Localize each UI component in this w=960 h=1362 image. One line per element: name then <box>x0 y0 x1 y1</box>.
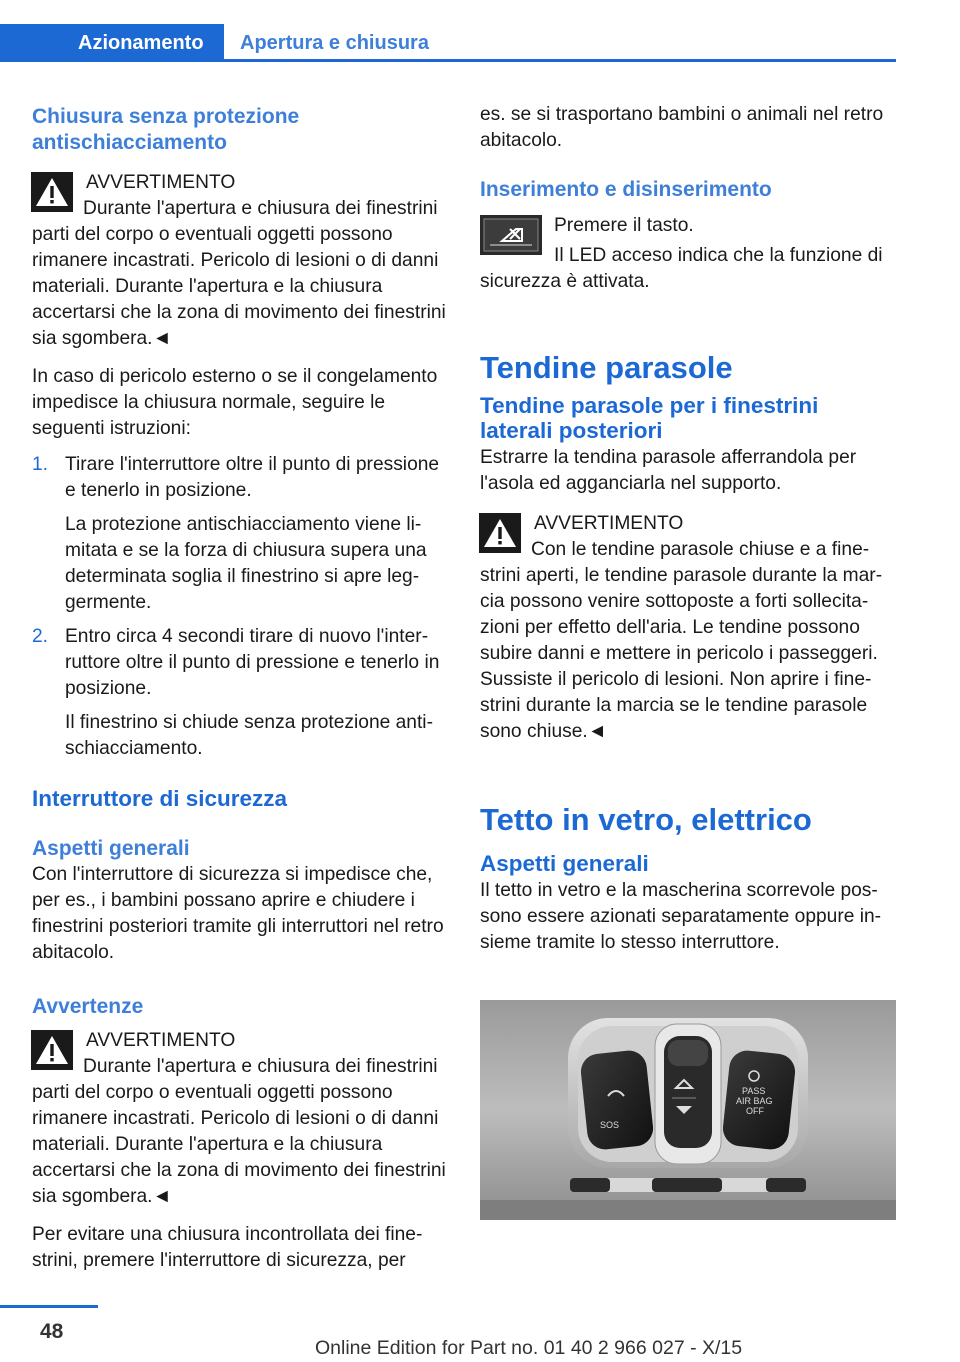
right-column <box>480 100 896 956</box>
warning-text: Durante l'apertura e chiusura dei finestrini parti del corpo o eventuali oggetti possono rimanere incastrati. Pericolo di lesioni o di danni materiali. Durante l'apertura e la chiusura accertarsi che la zona di movimento dei finestrini sia sgombera.◄ <box>32 1056 446 1207</box>
warning-block-2 <box>32 1028 448 1210</box>
step-note: La protezione antischiacciamento viene limitata e se la forza di chiusura supera una determinata soglia il finestrino si apre leggermente. <box>65 514 427 613</box>
step-text: Entro circa 4 secondi tirare di nuovo l'interruttore oltre il punto di pressione e tenerlo in posizione. <box>65 626 440 699</box>
emergency-intro: In caso di pericolo esterno o se il congelamento impedisce la chiusura normale, seguire le seguenti istruzioni: <box>32 366 438 439</box>
tetto-text: Il tetto in vetro e la mascherina scorrevole possono essere azionati separatamente oppure insieme tramite lo stesso interruttore. <box>480 880 882 953</box>
heading-aspetti-generali-tetto: Aspetti generali <box>480 851 649 876</box>
page-header <box>0 24 896 62</box>
estrarre-text: Estrarre la tendina parasole afferrandola per l'asola ed agganciarla nel supporto. <box>480 447 857 494</box>
off-label: OFF <box>746 1106 764 1116</box>
header-rule <box>224 59 896 62</box>
heading-avvertenze: Avvertenze <box>32 995 144 1018</box>
heading-tetto-vetro: Tetto in vetro, elettrico <box>480 802 812 837</box>
warning-text: Con le tendine parasole chiuse e a finestrini aperti, le tendine parasole durante la marcia possono venire sottoposte a forti sollecitazioni per effetto dell'aria. Le tendine possono subire danni e mettere in pericolo i passeggeri. Sussiste il pericolo di lesioni. Non aprire i finestrini durante la marcia se le tendine parasole sono chiuse.◄ <box>480 539 883 742</box>
heading-inserimento: Inserimento e disinserimento <box>480 178 772 201</box>
warning-block-1 <box>32 170 448 352</box>
warning-text: Durante l'apertura e chiusura dei finestrini parti del corpo o eventuali oggetti possono rimanere incastrati. Pericolo di lesioni o di danni materiali. Durante l'apertura e la chiusura accertarsi che la zona di movimento dei finestrini sia sgombera.◄ <box>32 198 446 349</box>
heading-tendine-laterali: Tendine parasole per i finestrini laterali posteriori <box>480 393 819 443</box>
per-evitare-text: Per evitare una chiusura incontrollata dei finestrini, premere l'interruttore di sicurezza, per <box>32 1224 423 1271</box>
sos-label: SOS <box>600 1120 620 1130</box>
step-2 <box>32 624 448 762</box>
continued-text: es. se si trasportano bambini o animali nel retro abitacolo. <box>480 104 884 151</box>
warning-title: AVVERTIMENTO <box>86 172 236 193</box>
heading-aspetti-generali: Aspetti generali <box>32 837 190 860</box>
footer-rule <box>0 1305 98 1308</box>
left-column <box>32 100 448 1274</box>
step-number: 2. <box>32 626 49 647</box>
page-number: 48 <box>40 1320 64 1343</box>
led-text: Il LED acceso indica che la funzione di sicurezza è attivata. <box>480 245 883 292</box>
step-note: Il finestrino si chiude senza protezione antischiacciamento. <box>65 712 433 759</box>
heading-tendine-parasole: Tendine parasole <box>480 350 733 385</box>
chapter-tab: Apertura e chiusura <box>240 32 429 54</box>
safety-switch-button-icon <box>480 215 542 255</box>
warning-triangle-icon <box>31 172 73 212</box>
edition-note: Online Edition for Part no. 01 40 2 966 027 - X/15 <box>315 1337 743 1359</box>
heading-interruttore-sicurezza: Interruttore di sicurezza <box>32 786 288 811</box>
premere-text: Premere il tasto. <box>554 215 694 236</box>
button-instruction <box>480 213 896 295</box>
overhead-control-panel-photo <box>480 1000 896 1220</box>
warning-block-3 <box>480 511 896 745</box>
airbag-label: AIR BAG <box>736 1096 773 1106</box>
step-1 <box>32 452 448 616</box>
step-text: Tirare l'interruttore oltre il punto di pressione e tenerlo in posizione. <box>65 454 440 501</box>
pass-label: PASS <box>742 1086 766 1096</box>
heading-chiusura-senza-protezione: Chiusura senza protezione antischiacciamento <box>32 105 300 154</box>
warning-triangle-icon <box>31 1030 73 1070</box>
aspetti-text: Con l'interruttore di sicurezza si impedisce che, per es., i bambini possano aprire e chiudere i finestrini posteriori tramite gli interruttori nel retro abitacolo. <box>32 864 444 963</box>
warning-triangle-icon <box>479 513 521 553</box>
warning-title: AVVERTIMENTO <box>534 513 684 534</box>
section-tab: Azionamento <box>0 24 224 62</box>
warning-title: AVVERTIMENTO <box>86 1030 236 1051</box>
step-number: 1. <box>32 454 49 475</box>
